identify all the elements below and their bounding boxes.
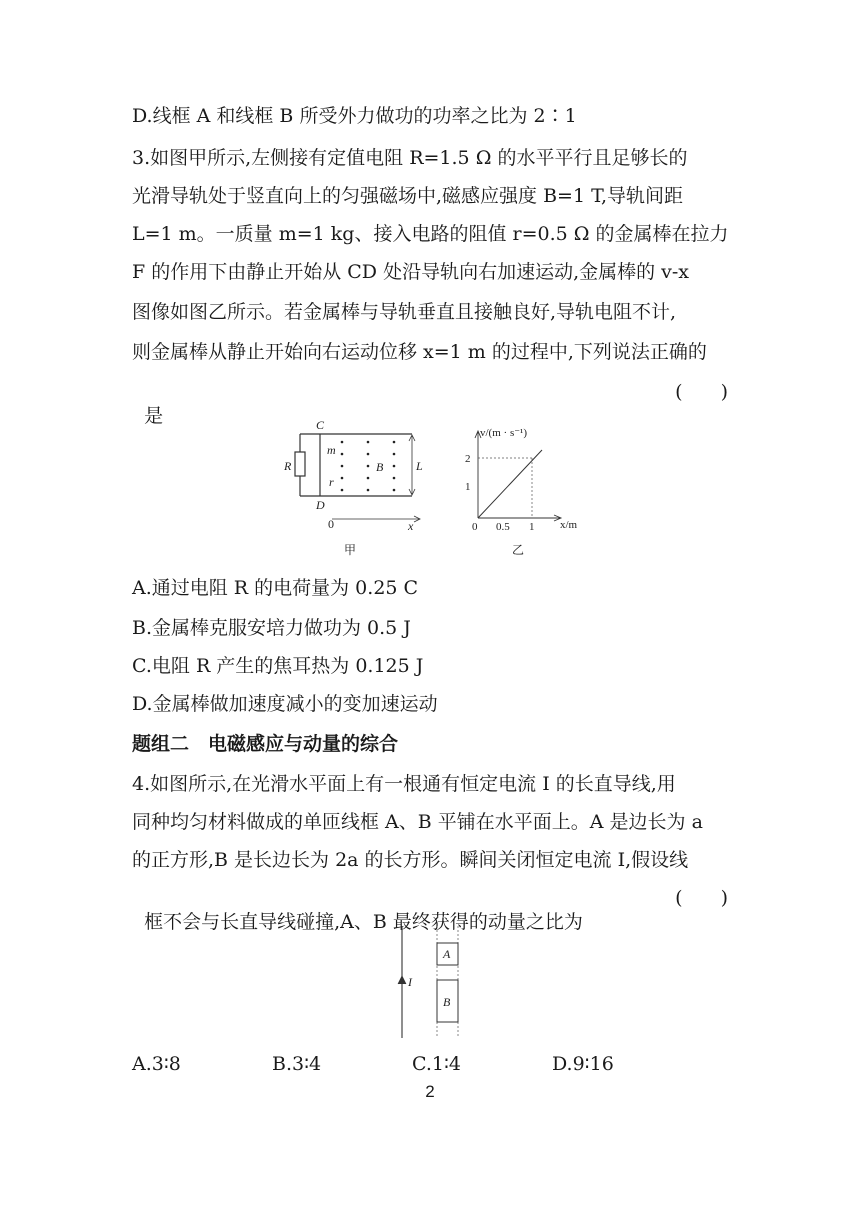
q3-option-b: B.金属棒克服安培力做功为 0.5 J (132, 617, 411, 639)
frame-A-label: A (443, 947, 451, 961)
current-label-I: I (408, 975, 412, 989)
q4-answer-paren: ( ) (675, 887, 728, 909)
y-tick-1: 1 (465, 481, 471, 493)
frame-B-label: B (443, 995, 451, 1009)
q4-line-1: 4.如图所示,在光滑水平面上有一根通有恒定电流 I 的长直导线,用 (132, 773, 676, 795)
q3-line-7 (132, 380, 728, 452)
label-d: D (316, 498, 325, 512)
q3-option-d: D.金属棒做加速度减小的变加速运动 (132, 693, 438, 715)
figure-jia (280, 414, 430, 559)
q3-line-4: F 的作用下由静止开始从 CD 处沿导轨向右加速运动,金属棒的 v-x (132, 261, 690, 283)
q3-line-5: 图像如图乙所示。若金属棒与导轨垂直且接触良好,导轨电阻不计, (132, 301, 677, 323)
x-axis-label: x/m (560, 519, 578, 531)
q4-line-3: 的正方形,B 是长边长为 2a 的长方形。瞬间关闭恒定电流 I,假设线 (132, 849, 689, 871)
q4-line-4-text: 框不会与长直导线碰撞,A、B 最终获得的动量之比为 (144, 911, 583, 933)
q4-option-c: C.1∶4 (412, 1053, 462, 1075)
label-c: C (316, 418, 325, 432)
q3-line-2: 光滑导轨处于竖直向上的匀强磁场中,磁感应强度 B=1 T,导轨间距 (132, 185, 684, 207)
q4-line-2: 同种均匀材料做成的单匝线框 A、B 平铺在水平面上。A 是边长为 a (132, 811, 703, 833)
q3-line-3: L=1 m。一质量 m=1 kg、接入电路的阻值 r=0.5 Ω 的金属棒在拉力 (132, 223, 729, 245)
option-d-previous: D.线框 A 和线框 B 所受外力做功的功率之比为 2∶1 (132, 105, 577, 127)
page-number: 2 (425, 1082, 435, 1101)
caption-yi: 乙 (512, 543, 525, 557)
q4-option-b: B.3∶4 (272, 1053, 322, 1075)
q3-line-7-text: 是 (144, 405, 164, 427)
q3-option-a: A.通过电阻 R 的电荷量为 0.25 C (132, 577, 419, 599)
label-x: x (408, 519, 414, 533)
q3-option-c: C.电阻 R 产生的焦耳热为 0.125 J (132, 655, 424, 677)
label-r: r (329, 475, 334, 489)
label-L: L (416, 459, 423, 473)
label-m: m (327, 443, 336, 457)
label-R: R (284, 459, 292, 473)
y-tick-2: 2 (465, 453, 471, 465)
q3-line-6: 则金属棒从静止开始向右运动位移 x=1 m 的过程中,下列说法正确的 (132, 341, 707, 363)
section-title: 题组二 电磁感应与动量的综合 (132, 733, 399, 755)
figure-q4 (390, 922, 470, 1042)
x-tick-0.5: 0.5 (496, 521, 510, 533)
figure-yi (460, 420, 595, 560)
x-tick-1: 1 (529, 521, 535, 533)
label-origin: 0 (328, 517, 334, 531)
caption-jia: 甲 (344, 543, 357, 557)
y-axis-label: v/(m · s⁻¹) (480, 427, 527, 439)
x-tick-0: 0 (472, 521, 478, 533)
q4-option-a: A.3∶8 (132, 1053, 181, 1075)
q4-option-d: D.9∶16 (552, 1053, 614, 1075)
q3-answer-paren: ( ) (675, 381, 728, 403)
label-B: B (376, 460, 384, 474)
q3-line-1: 3.如图甲所示,左侧接有定值电阻 R=1.5 Ω 的水平平行且足够长的 (132, 147, 688, 169)
